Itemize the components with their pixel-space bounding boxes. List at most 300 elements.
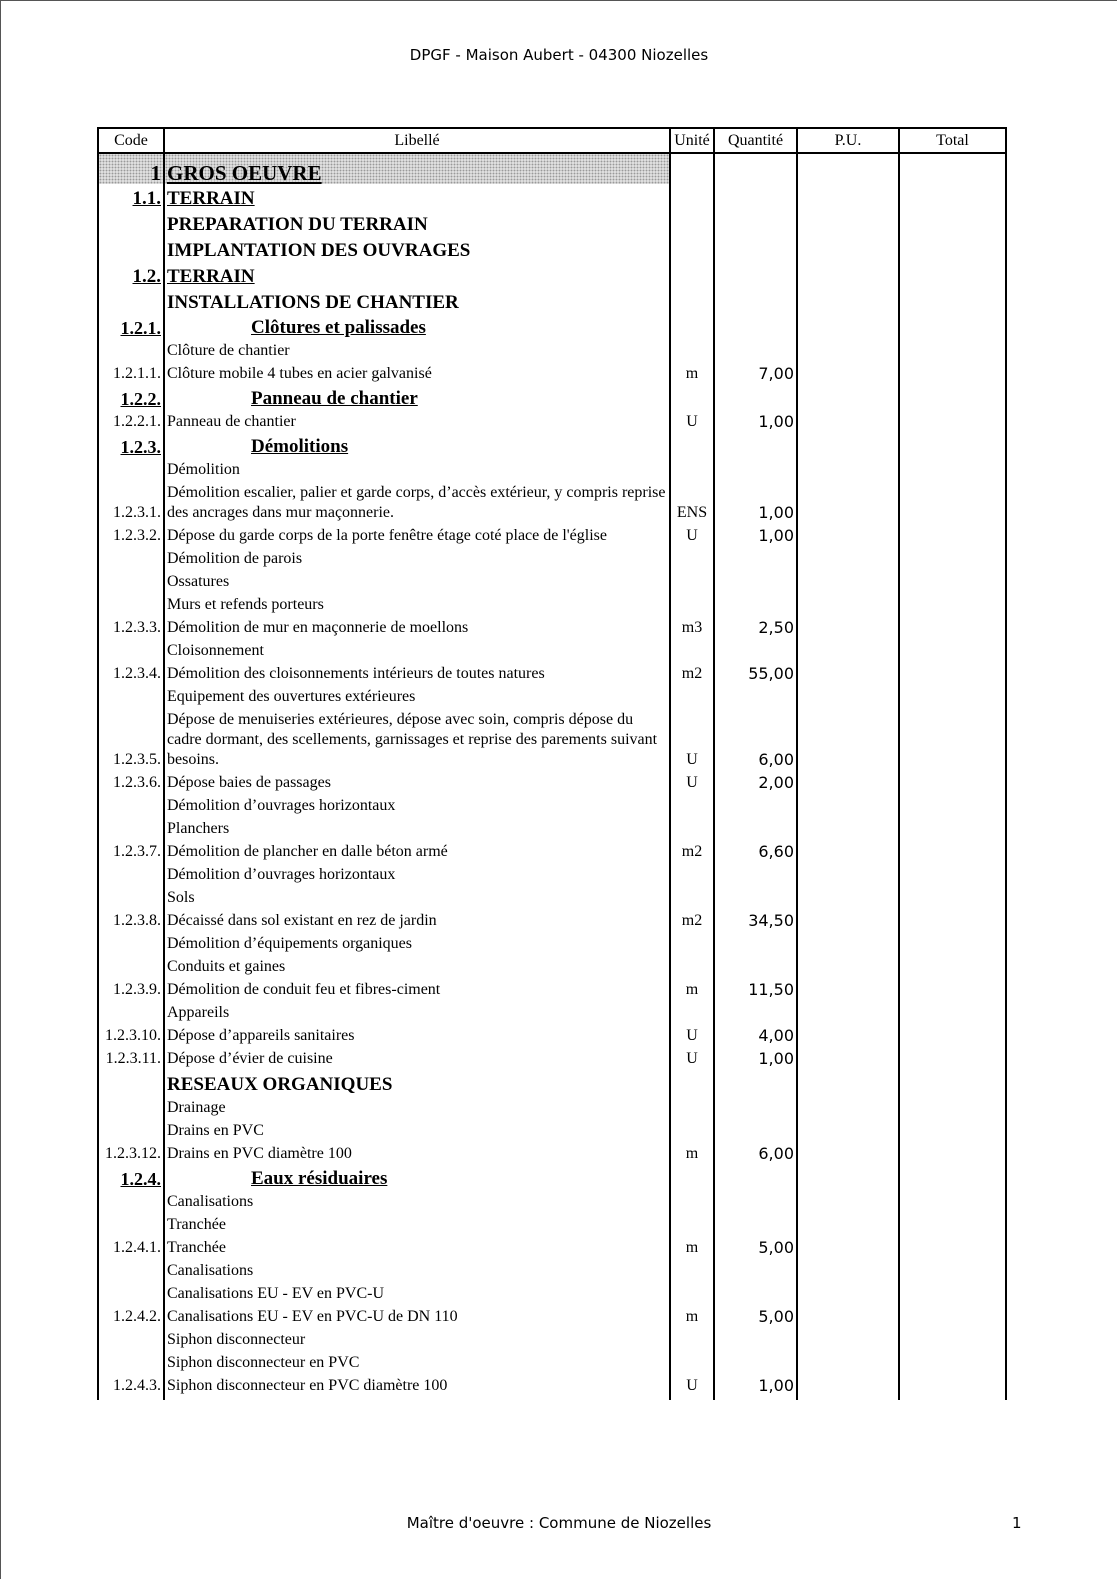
cell-code: 1.2.3.4. bbox=[98, 662, 164, 685]
cell-total bbox=[899, 481, 1006, 524]
cell-unit bbox=[670, 433, 714, 458]
cell-total bbox=[899, 210, 1006, 236]
cell-unit-price bbox=[797, 1374, 899, 1400]
cell-total bbox=[899, 1024, 1006, 1047]
cell-quantity bbox=[714, 1119, 797, 1142]
table-row bbox=[98, 771, 1006, 794]
cell-code: 1.2.3.2. bbox=[98, 524, 164, 547]
table-row bbox=[98, 593, 1006, 616]
cell-code bbox=[98, 547, 164, 570]
cell-code bbox=[98, 1259, 164, 1282]
table-row bbox=[98, 524, 1006, 547]
cell-code: 1.2.3.10. bbox=[98, 1024, 164, 1047]
cell-code bbox=[98, 1282, 164, 1305]
cell-unit bbox=[670, 1259, 714, 1282]
cell-unit-price bbox=[797, 593, 899, 616]
table-row bbox=[98, 1213, 1006, 1236]
cell-unit bbox=[670, 817, 714, 840]
section-heading-row bbox=[98, 385, 1006, 410]
cell-code: 1.2.4.3. bbox=[98, 1374, 164, 1400]
column-header-total: Total bbox=[899, 128, 1006, 153]
cell-code bbox=[98, 236, 164, 262]
cell-unit-price bbox=[797, 1190, 899, 1213]
cell-code bbox=[98, 593, 164, 616]
cell-total bbox=[899, 570, 1006, 593]
cell-quantity: 5,00 bbox=[714, 1236, 797, 1259]
cell-total bbox=[899, 1096, 1006, 1119]
section-heading-row bbox=[98, 1070, 1006, 1096]
cell-total bbox=[899, 863, 1006, 886]
cell-unit-price bbox=[797, 288, 899, 314]
cell-unit-price bbox=[797, 639, 899, 662]
cell-unit-price bbox=[797, 314, 899, 339]
cell-unit bbox=[670, 1351, 714, 1374]
cell-total bbox=[899, 288, 1006, 314]
cell-code: 1.2.3. bbox=[98, 433, 164, 458]
cell-code bbox=[98, 1096, 164, 1119]
cell-unit bbox=[670, 385, 714, 410]
cell-label: Drainage bbox=[164, 1096, 670, 1119]
cell-code: 1.2.3.11. bbox=[98, 1047, 164, 1070]
cell-code bbox=[98, 458, 164, 481]
section-heading-row bbox=[98, 153, 1006, 184]
cell-code bbox=[98, 685, 164, 708]
cell-code bbox=[98, 570, 164, 593]
table-row bbox=[98, 1328, 1006, 1351]
cell-quantity bbox=[714, 1070, 797, 1096]
cell-label: Démolition d’ouvrages horizontaux bbox=[164, 863, 670, 886]
cell-label: Démolition bbox=[164, 458, 670, 481]
cell-code: 1.2.3.6. bbox=[98, 771, 164, 794]
cell-unit-price bbox=[797, 1119, 899, 1142]
column-header-unite: Unité bbox=[670, 128, 714, 153]
column-header-code: Code bbox=[98, 128, 164, 153]
cell-total bbox=[899, 639, 1006, 662]
cell-unit: U bbox=[670, 1024, 714, 1047]
cell-unit: U bbox=[670, 771, 714, 794]
cell-quantity: 6,00 bbox=[714, 1142, 797, 1165]
cell-label: Siphon disconnecteur en PVC diamètre 100 bbox=[164, 1374, 670, 1400]
cell-unit-price bbox=[797, 909, 899, 932]
table-row bbox=[98, 863, 1006, 886]
cell-quantity bbox=[714, 339, 797, 362]
cell-code bbox=[98, 639, 164, 662]
cell-label: Démolition d’ouvrages horizontaux bbox=[164, 794, 670, 817]
cell-unit-price bbox=[797, 863, 899, 886]
cell-unit: m2 bbox=[670, 909, 714, 932]
cell-label: Décaissé dans sol existant en rez de jardin bbox=[164, 909, 670, 932]
cell-quantity bbox=[714, 458, 797, 481]
cell-total bbox=[899, 1305, 1006, 1328]
cell-label: Siphon disconnecteur en PVC bbox=[164, 1351, 670, 1374]
table-body bbox=[98, 153, 1006, 1400]
cell-total bbox=[899, 616, 1006, 639]
cell-unit-price bbox=[797, 1024, 899, 1047]
cell-label: Dépose d’évier de cuisine bbox=[164, 1047, 670, 1070]
table-row bbox=[98, 1374, 1006, 1400]
section-heading-row bbox=[98, 288, 1006, 314]
cell-unit bbox=[670, 932, 714, 955]
cell-code bbox=[98, 1328, 164, 1351]
cell-unit bbox=[670, 236, 714, 262]
cell-quantity: 4,00 bbox=[714, 1024, 797, 1047]
cell-label: TERRAIN bbox=[164, 184, 670, 210]
cell-unit bbox=[670, 1190, 714, 1213]
cell-label: Canalisations bbox=[164, 1259, 670, 1282]
cell-code: 1.2.1. bbox=[98, 314, 164, 339]
cell-label: Canalisations EU - EV en PVC-U bbox=[164, 1282, 670, 1305]
cell-label: Conduits et gaines bbox=[164, 955, 670, 978]
cell-unit-price bbox=[797, 817, 899, 840]
cell-unit-price bbox=[797, 481, 899, 524]
cell-quantity bbox=[714, 639, 797, 662]
cell-code: 1 bbox=[98, 153, 164, 184]
cell-total bbox=[899, 840, 1006, 863]
cell-quantity bbox=[714, 955, 797, 978]
cell-unit: m bbox=[670, 1305, 714, 1328]
cell-label: Appareils bbox=[164, 1001, 670, 1024]
cell-code bbox=[98, 1190, 164, 1213]
cell-total bbox=[899, 1165, 1006, 1190]
cell-quantity: 1,00 bbox=[714, 1374, 797, 1400]
cell-label: Dépose baies de passages bbox=[164, 771, 670, 794]
cell-label: Drains en PVC diamètre 100 bbox=[164, 1142, 670, 1165]
table-row bbox=[98, 932, 1006, 955]
cell-quantity bbox=[714, 1190, 797, 1213]
cell-quantity: 1,00 bbox=[714, 481, 797, 524]
cell-unit bbox=[670, 570, 714, 593]
cell-label: Drains en PVC bbox=[164, 1119, 670, 1142]
table-row bbox=[98, 1001, 1006, 1024]
cell-label: Clôture mobile 4 tubes en acier galvanisé bbox=[164, 362, 670, 385]
cell-unit-price bbox=[797, 1351, 899, 1374]
cell-total bbox=[899, 458, 1006, 481]
section-heading-row bbox=[98, 184, 1006, 210]
cell-unit-price bbox=[797, 570, 899, 593]
table-row bbox=[98, 840, 1006, 863]
cell-quantity: 1,00 bbox=[714, 410, 797, 433]
section-heading-row bbox=[98, 314, 1006, 339]
cell-unit-price bbox=[797, 840, 899, 863]
table-row bbox=[98, 547, 1006, 570]
cell-quantity bbox=[714, 593, 797, 616]
cell-code: 1.2.3.9. bbox=[98, 978, 164, 1001]
table-row bbox=[98, 339, 1006, 362]
cell-code: 1.2.3.12. bbox=[98, 1142, 164, 1165]
cell-unit bbox=[670, 1328, 714, 1351]
cell-unit-price bbox=[797, 1236, 899, 1259]
cell-label: Siphon disconnecteur bbox=[164, 1328, 670, 1351]
cell-code bbox=[98, 1070, 164, 1096]
cell-unit-price bbox=[797, 262, 899, 288]
cell-unit-price bbox=[797, 1047, 899, 1070]
cell-total bbox=[899, 1374, 1006, 1400]
cell-label: Démolition escalier, palier et garde corps, d’accès extérieur, y compris reprise des ancrages dans mur maçonnerie. bbox=[164, 481, 670, 524]
cell-total bbox=[899, 236, 1006, 262]
cell-label: Démolitions bbox=[164, 433, 670, 458]
cell-quantity bbox=[714, 1001, 797, 1024]
cell-total bbox=[899, 547, 1006, 570]
cell-label: INSTALLATIONS DE CHANTIER bbox=[164, 288, 670, 314]
cell-total bbox=[899, 1236, 1006, 1259]
cell-unit bbox=[670, 1165, 714, 1190]
cell-unit-price bbox=[797, 1142, 899, 1165]
cell-unit-price bbox=[797, 978, 899, 1001]
cell-quantity bbox=[714, 1165, 797, 1190]
cell-unit-price bbox=[797, 886, 899, 909]
cell-code bbox=[98, 817, 164, 840]
page-number: 1 bbox=[1012, 1514, 1022, 1532]
cell-quantity bbox=[714, 288, 797, 314]
cell-label: Démolition de parois bbox=[164, 547, 670, 570]
cell-label: Tranchée bbox=[164, 1213, 670, 1236]
cell-label: PREPARATION DU TERRAIN bbox=[164, 210, 670, 236]
cell-quantity bbox=[714, 236, 797, 262]
cell-code: 1.2. bbox=[98, 262, 164, 288]
cell-total bbox=[899, 1142, 1006, 1165]
cell-quantity: 1,00 bbox=[714, 524, 797, 547]
cell-unit bbox=[670, 1119, 714, 1142]
cell-total bbox=[899, 685, 1006, 708]
cell-total bbox=[899, 385, 1006, 410]
cell-total bbox=[899, 593, 1006, 616]
table-row bbox=[98, 410, 1006, 433]
cell-code: 1.2.2. bbox=[98, 385, 164, 410]
cell-quantity bbox=[714, 932, 797, 955]
cell-unit bbox=[670, 794, 714, 817]
cell-quantity: 2,50 bbox=[714, 616, 797, 639]
table-row bbox=[98, 817, 1006, 840]
cell-unit-price bbox=[797, 1070, 899, 1096]
cell-total bbox=[899, 1047, 1006, 1070]
cell-unit-price bbox=[797, 685, 899, 708]
cell-total bbox=[899, 339, 1006, 362]
cell-quantity: 34,50 bbox=[714, 909, 797, 932]
cell-unit-price bbox=[797, 339, 899, 362]
cell-total bbox=[899, 1190, 1006, 1213]
cell-label: Tranchée bbox=[164, 1236, 670, 1259]
cell-total bbox=[899, 184, 1006, 210]
cell-unit-price bbox=[797, 1213, 899, 1236]
table-row bbox=[98, 570, 1006, 593]
cell-total bbox=[899, 932, 1006, 955]
cell-unit: m2 bbox=[670, 662, 714, 685]
cell-unit-price bbox=[797, 524, 899, 547]
table-row bbox=[98, 1351, 1006, 1374]
cell-unit-price bbox=[797, 210, 899, 236]
cell-unit-price bbox=[797, 385, 899, 410]
cell-quantity bbox=[714, 385, 797, 410]
cell-unit: U bbox=[670, 1374, 714, 1400]
cell-code: 1.2.1.1. bbox=[98, 362, 164, 385]
cell-label: Cloisonnement bbox=[164, 639, 670, 662]
cell-unit: U bbox=[670, 524, 714, 547]
cell-label: Démolition de mur en maçonnerie de moellons bbox=[164, 616, 670, 639]
cell-total bbox=[899, 909, 1006, 932]
cell-unit: m bbox=[670, 978, 714, 1001]
cell-quantity bbox=[714, 886, 797, 909]
cell-total bbox=[899, 1001, 1006, 1024]
cell-unit bbox=[670, 339, 714, 362]
cell-total bbox=[899, 886, 1006, 909]
cell-code: 1.2.4.2. bbox=[98, 1305, 164, 1328]
table-row bbox=[98, 794, 1006, 817]
cell-unit-price bbox=[797, 1282, 899, 1305]
cell-unit bbox=[670, 184, 714, 210]
cell-unit: ENS bbox=[670, 481, 714, 524]
table-row bbox=[98, 1047, 1006, 1070]
cell-quantity bbox=[714, 570, 797, 593]
cell-code: 1.2.2.1. bbox=[98, 410, 164, 433]
cell-unit bbox=[670, 210, 714, 236]
cell-label: Clôtures et palissades bbox=[164, 314, 670, 339]
cell-unit bbox=[670, 639, 714, 662]
cell-total bbox=[899, 794, 1006, 817]
cell-code bbox=[98, 288, 164, 314]
cell-label: TERRAIN bbox=[164, 262, 670, 288]
cell-quantity bbox=[714, 794, 797, 817]
cell-label: Démolition des cloisonnements intérieurs de toutes natures bbox=[164, 662, 670, 685]
cell-unit-price bbox=[797, 153, 899, 184]
cell-quantity bbox=[714, 262, 797, 288]
cell-total bbox=[899, 1259, 1006, 1282]
cell-code bbox=[98, 339, 164, 362]
cell-total bbox=[899, 153, 1006, 184]
section-heading-row bbox=[98, 210, 1006, 236]
cell-quantity: 6,00 bbox=[714, 708, 797, 771]
table-row bbox=[98, 1142, 1006, 1165]
cell-unit-price bbox=[797, 1259, 899, 1282]
cell-quantity: 1,00 bbox=[714, 1047, 797, 1070]
table-header-row bbox=[98, 128, 1006, 153]
table-row bbox=[98, 362, 1006, 385]
cell-quantity bbox=[714, 1328, 797, 1351]
cell-label: IMPLANTATION DES OUVRAGES bbox=[164, 236, 670, 262]
cell-unit bbox=[670, 1282, 714, 1305]
cell-unit-price bbox=[797, 932, 899, 955]
cell-unit: m3 bbox=[670, 616, 714, 639]
cell-quantity bbox=[714, 1351, 797, 1374]
cell-unit-price bbox=[797, 547, 899, 570]
cell-quantity bbox=[714, 817, 797, 840]
cell-label: Panneau de chantier bbox=[164, 410, 670, 433]
cell-unit: m bbox=[670, 362, 714, 385]
cell-label: Sols bbox=[164, 886, 670, 909]
cell-quantity: 7,00 bbox=[714, 362, 797, 385]
cell-total bbox=[899, 955, 1006, 978]
table-row bbox=[98, 1305, 1006, 1328]
cell-unit-price bbox=[797, 362, 899, 385]
cell-total bbox=[899, 771, 1006, 794]
cell-unit-price bbox=[797, 410, 899, 433]
cell-code bbox=[98, 1351, 164, 1374]
cell-unit-price bbox=[797, 1305, 899, 1328]
cell-code: 1.1. bbox=[98, 184, 164, 210]
cell-quantity bbox=[714, 547, 797, 570]
cell-label: Equipement des ouvertures extérieures bbox=[164, 685, 670, 708]
cell-code: 1.2.3.8. bbox=[98, 909, 164, 932]
cell-total bbox=[899, 362, 1006, 385]
cell-quantity bbox=[714, 153, 797, 184]
cell-code: 1.2.3.3. bbox=[98, 616, 164, 639]
table-row bbox=[98, 1259, 1006, 1282]
table-row bbox=[98, 458, 1006, 481]
table-row bbox=[98, 886, 1006, 909]
cell-code bbox=[98, 1001, 164, 1024]
cell-quantity bbox=[714, 685, 797, 708]
cell-unit-price bbox=[797, 458, 899, 481]
cell-code bbox=[98, 886, 164, 909]
cell-total bbox=[899, 410, 1006, 433]
section-heading-row bbox=[98, 236, 1006, 262]
cell-code bbox=[98, 863, 164, 886]
cell-code bbox=[98, 794, 164, 817]
cell-label: Panneau de chantier bbox=[164, 385, 670, 410]
dpgf-table bbox=[97, 127, 1007, 1400]
cell-code: 1.2.4.1. bbox=[98, 1236, 164, 1259]
cell-unit-price bbox=[797, 1165, 899, 1190]
cell-label: Canalisations EU - EV en PVC-U de DN 110 bbox=[164, 1305, 670, 1328]
column-header-quantite: Quantité bbox=[714, 128, 797, 153]
table-row bbox=[98, 1236, 1006, 1259]
cell-total bbox=[899, 1213, 1006, 1236]
cell-total bbox=[899, 1119, 1006, 1142]
cell-unit bbox=[670, 547, 714, 570]
cell-unit-price bbox=[797, 955, 899, 978]
column-header-libelle: Libellé bbox=[164, 128, 670, 153]
cell-unit bbox=[670, 886, 714, 909]
cell-unit bbox=[670, 593, 714, 616]
cell-unit-price bbox=[797, 616, 899, 639]
cell-quantity bbox=[714, 433, 797, 458]
cell-label: Clôture de chantier bbox=[164, 339, 670, 362]
cell-code: 1.2.3.5. bbox=[98, 708, 164, 771]
cell-total bbox=[899, 708, 1006, 771]
cell-code bbox=[98, 1213, 164, 1236]
cell-unit bbox=[670, 955, 714, 978]
cell-unit bbox=[670, 458, 714, 481]
cell-label: Ossatures bbox=[164, 570, 670, 593]
cell-total bbox=[899, 662, 1006, 685]
cell-unit-price bbox=[797, 1096, 899, 1119]
cell-code bbox=[98, 210, 164, 236]
cell-unit bbox=[670, 1213, 714, 1236]
cell-unit: U bbox=[670, 410, 714, 433]
section-heading-row bbox=[98, 1165, 1006, 1190]
cell-unit: U bbox=[670, 1047, 714, 1070]
cell-total bbox=[899, 524, 1006, 547]
cell-total bbox=[899, 817, 1006, 840]
cell-unit bbox=[670, 863, 714, 886]
cell-total bbox=[899, 1282, 1006, 1305]
cell-unit: U bbox=[670, 708, 714, 771]
cell-code bbox=[98, 932, 164, 955]
cell-code: 1.2.3.1. bbox=[98, 481, 164, 524]
page-footer: Maître d'oeuvre : Commune de Niozelles bbox=[406, 1514, 712, 1532]
cell-quantity: 5,00 bbox=[714, 1305, 797, 1328]
cell-total bbox=[899, 433, 1006, 458]
cell-label: Dépose de menuiseries extérieures, dépose avec soin, compris dépose du cadre dormant, des scellements, garnissages et reprise des parements suivant besoins. bbox=[164, 708, 670, 771]
section-heading-row bbox=[98, 433, 1006, 458]
cell-label: Démolition de plancher en dalle béton armé bbox=[164, 840, 670, 863]
table-row bbox=[98, 1024, 1006, 1047]
cell-quantity bbox=[714, 863, 797, 886]
cell-quantity: 55,00 bbox=[714, 662, 797, 685]
cell-unit: m2 bbox=[670, 840, 714, 863]
cell-quantity bbox=[714, 314, 797, 339]
cell-unit-price bbox=[797, 662, 899, 685]
cell-unit bbox=[670, 1001, 714, 1024]
